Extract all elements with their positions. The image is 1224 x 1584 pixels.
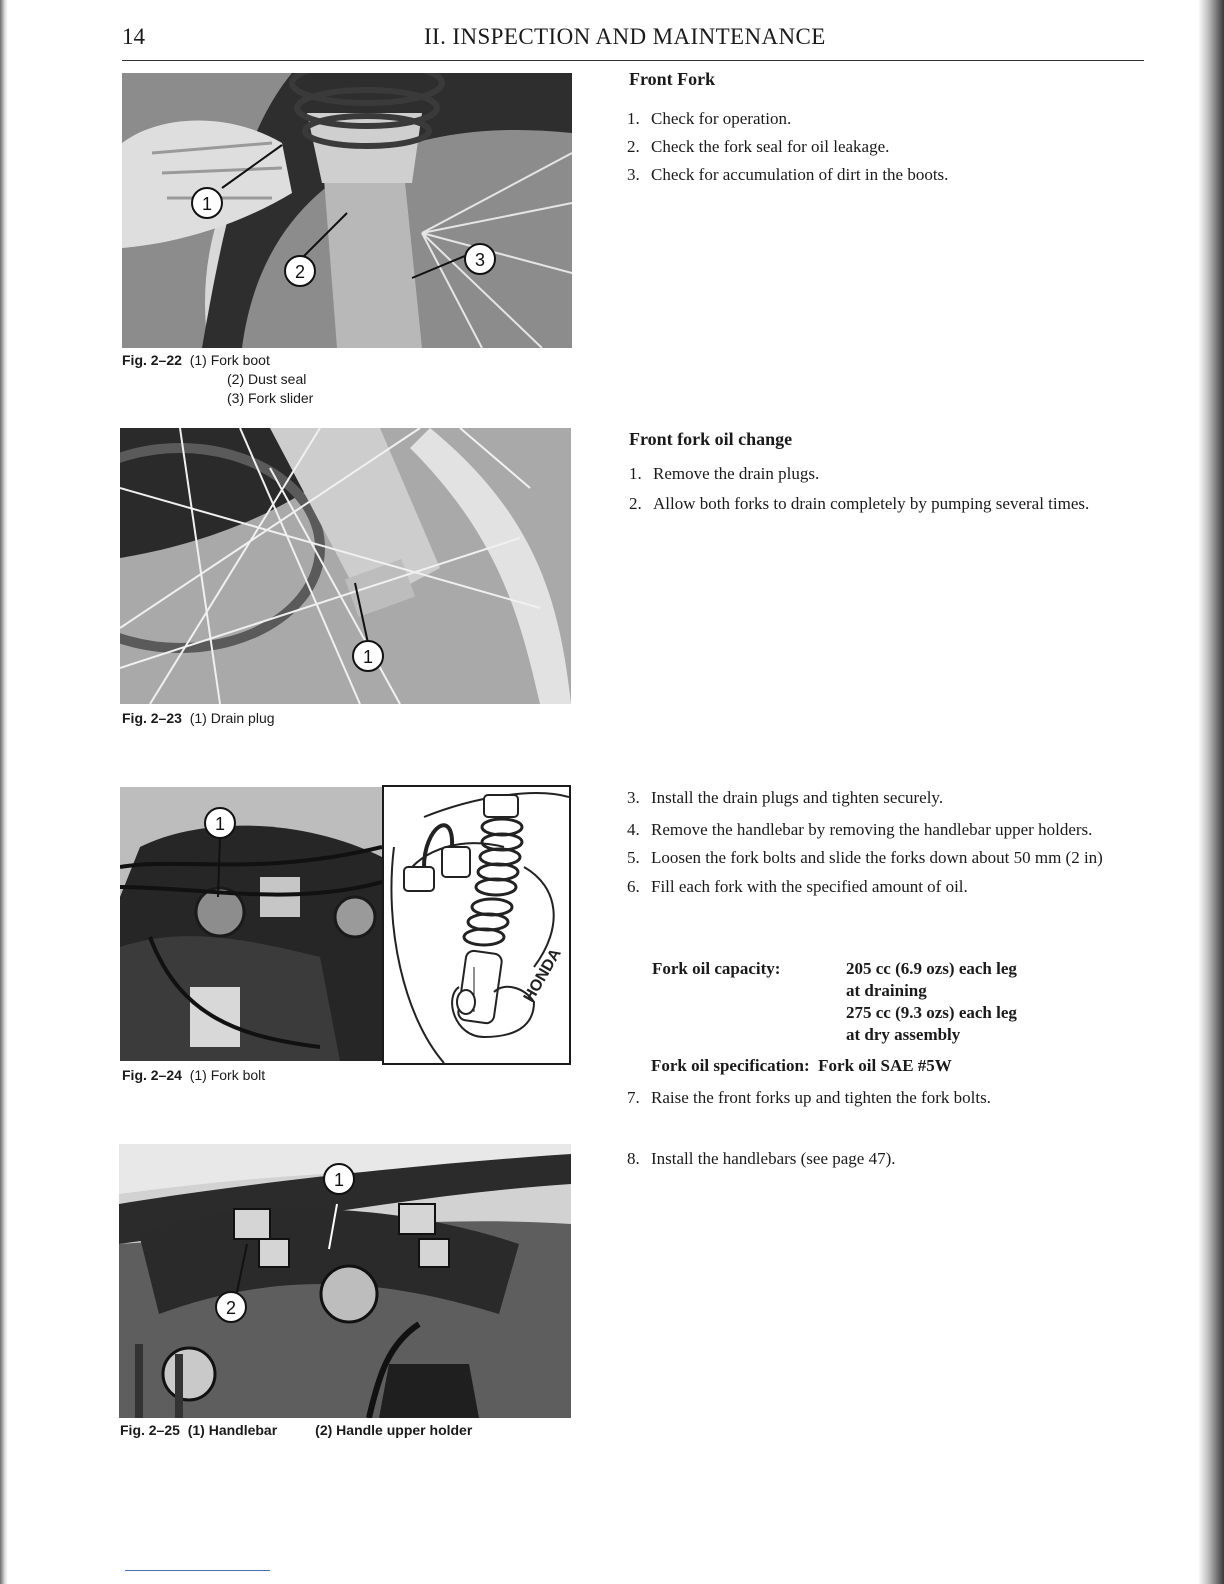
fork-oil-specification <box>651 1055 1091 1077</box>
fig-2-22-callout-3: 3 <box>474 250 486 270</box>
spec-label: Fork oil specification: <box>651 1056 810 1075</box>
page-number: 14 <box>122 24 145 49</box>
list-item: 2. Check the fork seal for oil leakage. <box>627 137 890 156</box>
footer-rule <box>125 1570 270 1571</box>
fig-2-24-photo <box>120 787 382 1061</box>
oil-change-steps-2 <box>627 787 1132 897</box>
fig-2-25-callout-1: 1 <box>333 1170 345 1190</box>
capacity-values: 205 cc (6.9 ozs) each leg at draining 275 cc (9.3 ozs) each leg at dry assembly <box>846 959 1017 1044</box>
fig-2-24-callout-1: 1 <box>214 814 226 834</box>
fig-2-24-illustration <box>382 785 571 1065</box>
list-item: 3. Install the drain plugs and tighten securely. <box>627 788 944 807</box>
oil-change-steps-1 <box>629 463 1132 514</box>
fig-2-25-item-1: (1) Handlebar <box>187 1422 278 1438</box>
header-rule <box>122 60 1144 61</box>
capacity-label: Fork oil capacity: <box>652 959 781 978</box>
fig-2-24-label: Fig. 2–24 <box>122 1067 182 1083</box>
list-item: 1. Check for operation. <box>627 109 792 128</box>
fig-2-23-photo <box>120 428 571 704</box>
oil-change-steps-3 <box>627 1087 1132 1108</box>
list-item: 3. Check for accumulation of dirt in the boots. <box>627 165 949 184</box>
list-item: 1. Remove the drain plugs. <box>629 464 820 483</box>
list-item: 5. Loosen the fork bolts and slide the forks down about 50 mm (2 in) <box>627 848 1103 867</box>
fig-2-23-item-1: (1) Drain plug <box>189 710 275 726</box>
fig-2-23-callout-1: 1 <box>362 647 374 667</box>
fig-2-22-item-2: (2) Dust seal <box>227 371 307 387</box>
fig-2-22-callout-2: 2 <box>294 262 306 282</box>
spec-value: Fork oil SAE #5W <box>818 1056 952 1075</box>
fig-2-23-caption <box>122 709 275 728</box>
page-right-edge-shadow <box>1198 0 1224 1584</box>
oil-change-steps-4 <box>627 1148 1132 1169</box>
fig-2-22-photo <box>122 73 572 348</box>
fig-2-24-caption <box>122 1066 265 1085</box>
list-item: 4. Remove the handlebar by removing the handlebar upper holders. <box>627 820 1093 839</box>
list-item: 2. Allow both forks to drain completely by pumping several times. <box>629 494 1090 513</box>
front-fork-steps <box>627 108 1132 185</box>
list-item: 8. Install the handlebars (see page 47). <box>627 1149 896 1168</box>
fig-2-22-callout-1: 1 <box>201 194 213 214</box>
fig-2-25-callout-2: 2 <box>225 1298 237 1318</box>
fig-2-23-label: Fig. 2–23 <box>122 710 182 726</box>
fig-2-25-label: Fig. 2–25 <box>120 1422 180 1438</box>
list-item: 7. Raise the front forks up and tighten the fork bolts. <box>627 1088 991 1107</box>
page-heading: II. INSPECTION AND MAINTENANCE <box>424 24 826 49</box>
fig-2-25-caption <box>120 1421 472 1440</box>
front-fork-title: Front Fork <box>629 69 716 89</box>
fig-2-25-photo <box>119 1144 571 1418</box>
honda-brand-text: HONDA <box>520 945 565 1006</box>
fork-oil-capacity <box>652 958 1092 1048</box>
oil-change-title: Front fork oil change <box>629 429 793 449</box>
fig-2-22-caption <box>122 351 313 408</box>
fig-2-25-item-2: (2) Handle upper holder <box>315 1422 473 1438</box>
fig-2-22-item-1: (1) Fork boot <box>189 352 270 368</box>
fig-2-22-item-3: (3) Fork slider <box>227 390 314 406</box>
page-left-edge-shadow <box>0 0 8 1584</box>
fig-2-24-item-1: (1) Fork bolt <box>189 1067 266 1083</box>
fig-2-22-label: Fig. 2–22 <box>122 352 182 368</box>
list-item: 6. Fill each fork with the specified amount of oil. <box>627 877 968 896</box>
